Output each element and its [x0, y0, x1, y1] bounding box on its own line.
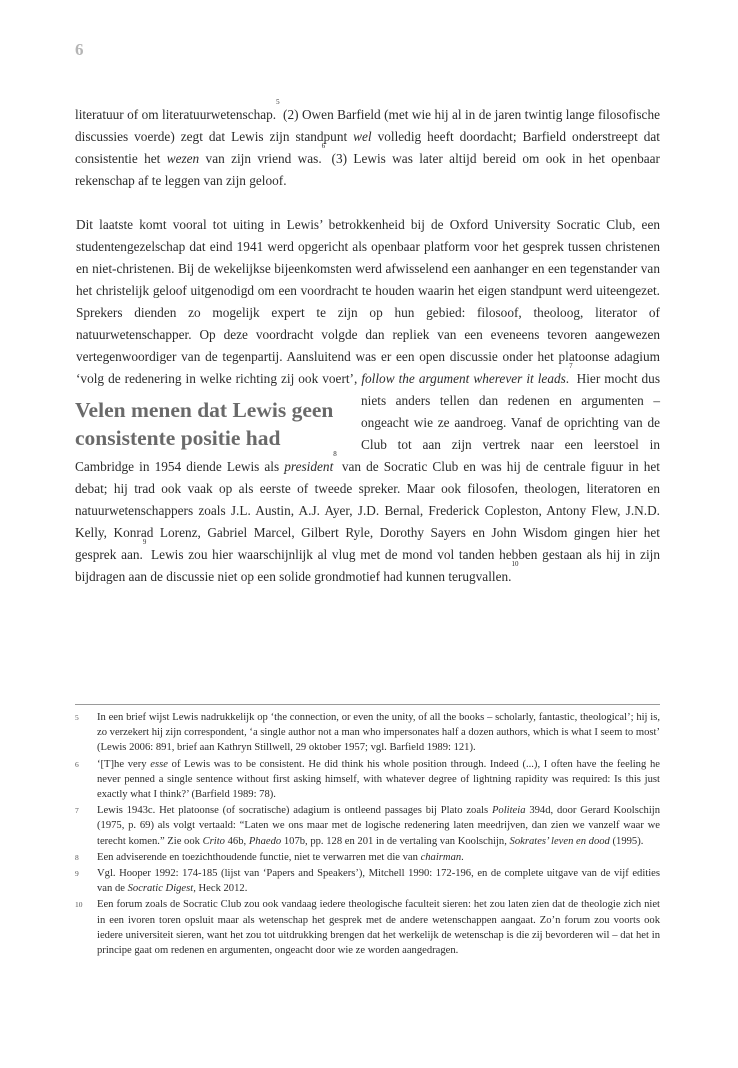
footnote-9 — [75, 866, 660, 896]
body-text — [75, 98, 660, 192]
footnote-text: In een brief wijst Lewis nadrukkelijk op ‘the connection, or even the unity, of all the books – scholarly, fantastic, theological’; hij is, zo verzekert hij zijn correspondent, ‘a single author not a man who impersonates half a dozen authors, which is what I seem to most’ (Lewis 2006: 891, brief aan Kathryn Stillwell, 29 oktober 1957; vgl. Barfield 1989: 121). — [97, 712, 660, 754]
footnote-number: 7 — [75, 806, 79, 816]
footnote-number: 9 — [75, 869, 79, 879]
p2-flow-d: van de Socratic Club en was hij de centrale figuur in het debat; hij trad ook vaak op als eerste of tweede spreker. Maar ook filosofen, theologen, literatoren en natuurwetenschappers zoals J.L. Austin, A.J. Ayer, J.D. Bernal, Frederick Copleston, Antony Flew, J.N.D. Kelly, Konrad Lorenz, Gabriel Marcel, Gilbert Ryle, Dorothy Sayers en John Wisdom gingen hier het gesprek aan. — [75, 459, 660, 562]
p1-em-wezen: wezen — [166, 151, 200, 166]
footnote-text: ‘[T]he very esse of Lewis was to be consistent. He did think his whole position through. Indeed (...), I often have the feeling he never penned a single sentence without first asking himself, with whatever degree of lightning rapidity was required: Is this just exactly what I think?’ (Barfield 1989: 78). — [97, 758, 660, 801]
footnote-number: 10 — [75, 900, 83, 910]
footnote-number: 5 — [75, 713, 79, 722]
footnotes — [75, 710, 660, 959]
footnote-ref-5[interactable]: 5 — [276, 98, 280, 106]
p1-text-c: volledig heeft doordacht; Barfield onderstreept dat consistentie het — [75, 129, 660, 166]
footnote-number: 8 — [75, 852, 79, 862]
footnote-text: Lewis 1943c. Het platoonse (of socratische) adagium is ontleend passages bij Plato zoals Politeia 394d, door Gerard Koolschijn (1975, p. 69) als volgt vertaald: “Laten we ons maar met de logische redenering laten meedrijven, dan zien we vanzelf waar we terecht komen.” Zie ook Crito 46b, Phaedo 107b, pp. 128 en 201 in de vertaling van Koolschijn, Sokrates’ leven en dood (1995). — [97, 805, 660, 847]
p1-text-d: van zijn vriend was. — [199, 151, 322, 166]
footnote-number: 6 — [75, 759, 79, 769]
paragraph-1 — [75, 98, 660, 192]
p2-flow-c: Hier mocht dus niets anders tellen dan redenen en argumenten – ongeacht wie ze aandroeg. Vanaf de oprichting van de Club tot aan zijn vertrek naar een leerstoel in Cambridge in 1954 diende Lewis als — [75, 371, 660, 474]
paragraph-2-flow — [75, 214, 660, 588]
footnote-text: Vgl. Hooper 1992: 174-185 (lijst van ‘Papers and Speakers’), Mitchell 1990: 172-196, en de complete uitgave van de vijf edities van de Socratic Digest, Heck 2012. — [97, 868, 660, 895]
pull-quote: Velen menen dat Lewis geen consistente positie had — [75, 398, 334, 450]
footnote-ref-6[interactable]: 6 — [321, 142, 326, 150]
footnote-text: Een adviserende en toezichthoudende functie, niet te verwarren met die van chairman. — [97, 851, 464, 863]
p1-text-e: (3) Lewis was later altijd bereid om ook in het openbaar rekenschap af te leggen van zijn geloof. — [75, 151, 660, 188]
footnote-7 — [75, 803, 660, 849]
p2-flow-em-follow: follow the argument wherever it leads — [361, 371, 566, 386]
p2-flow-e: Lewis zou hier waarschijnlijk al vlug met de mond vol tanden hebben gestaan als hij in zijn bijdragen aan de discussie niet op een solide grondmotief had kunnen terugvallen. — [75, 547, 660, 584]
p1-em-wel: wel — [353, 129, 372, 144]
p1-text-a: literatuur of om literatuurwetenschap. — [75, 107, 277, 122]
footnote-ref-7-flow[interactable]: 7 — [569, 362, 573, 370]
footnote-divider — [75, 704, 660, 705]
p2-flow-em-president: president — [284, 459, 334, 474]
footnote-text: Een forum zoals de Socratic Club zou ook vandaag iedere theologische faculteit sieren: het zou laten zien dat de theologie zich niet in een ivoren toren opsluit maar als wetenschap het gesprek met de andere wetenschappen aangaat. Zo’n forum zou voorts ook iedere universiteit sieren, want het zou tot uitdrukking brengen dat het werkelijk de wetenschap is die zij bevorderen wil – dat het in principe gaat om redenen en argumenten, ongeacht door wie ze worden aangedragen. — [97, 899, 660, 957]
page-number: 6 — [75, 40, 84, 59]
footnote-8 — [75, 850, 660, 865]
footnote-6 — [75, 757, 660, 803]
p1-text-b: (2) Owen Barfield (met wie hij al in de jaren twintig lange filosofische discussies voerde) zegt dat Lewis zijn standpunt — [75, 107, 660, 144]
footnote-ref-8[interactable]: 8 — [333, 450, 337, 458]
footnote-5 — [75, 710, 660, 756]
footnote-ref-9[interactable]: 9 — [142, 538, 147, 546]
p2-flow-b: . — [565, 371, 570, 386]
footnote-ref-10[interactable]: 10 — [511, 560, 519, 568]
p2-flow-a: Dit laatste komt vooral tot uiting in Lewis’ betrokkenheid bij de Oxford University Socratic Club, een studentengezelschap dat eind 1941 werd opgericht als openbaar platform voor het gesprek tussen christenen en niet-christenen. Bij de wekelijkse bijeenkomsten werd afwisselend een aanhanger en een tegenstander van het christelijk geloof uitgenodigd om een voordracht te houden waarin het eigen standpunt werd uiteengezet. Sprekers dienden zo mogelijk expert te zijn op hun gebied: filosoof, theoloog, literator of natuurwetenschapper. Op deze voordracht volgde dan repliek van een eveneens tevoren aangewezen vertegenwoordiger van de tegenpartij. Aansluitend was er een open discussie onder het platoonse adagium ‘volg de redenering in welke richting zij ook voert’, — [76, 217, 660, 386]
footnote-10 — [75, 897, 660, 958]
